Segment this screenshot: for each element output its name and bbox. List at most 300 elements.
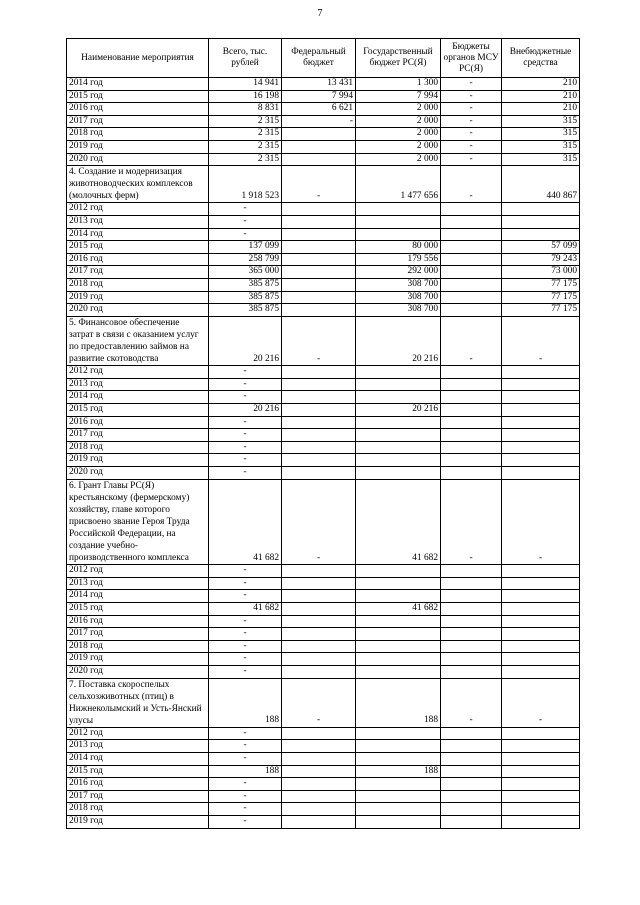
cell-municipal: - — [441, 128, 502, 141]
cell-total: - — [209, 466, 282, 479]
cell-name: 2013 год — [67, 378, 209, 391]
cell-municipal — [441, 765, 502, 778]
cell-total: 8 831 — [209, 103, 282, 116]
cell-state — [356, 391, 441, 404]
cell-state — [356, 454, 441, 467]
cell-state: 2 000 — [356, 128, 441, 141]
cell-total: - — [209, 565, 282, 578]
cell-municipal — [441, 266, 502, 279]
table-row — [67, 140, 580, 153]
cell-extrabudget: 77 175 — [502, 304, 580, 317]
cell-federal — [282, 441, 356, 454]
table-row — [67, 628, 580, 641]
table-row — [67, 378, 580, 391]
cell-federal — [282, 740, 356, 753]
cell-total: 2 315 — [209, 115, 282, 128]
cell-name: 2018 год — [67, 128, 209, 141]
table-row — [67, 727, 580, 740]
cell-state: 308 700 — [356, 291, 441, 304]
cell-total: 137 099 — [209, 241, 282, 254]
cell-extrabudget: 77 175 — [502, 279, 580, 292]
cell-federal: - — [282, 316, 356, 365]
table-row — [67, 665, 580, 678]
cell-municipal — [441, 228, 502, 241]
cell-name: 2018 год — [67, 441, 209, 454]
cell-municipal — [441, 441, 502, 454]
cell-name: 2016 год — [67, 103, 209, 116]
cell-state: 179 556 — [356, 253, 441, 266]
table-row — [67, 90, 580, 103]
table-row — [67, 778, 580, 791]
cell-extrabudget — [502, 216, 580, 229]
cell-extrabudget: - — [502, 316, 580, 365]
cell-municipal — [441, 665, 502, 678]
cell-extrabudget — [502, 441, 580, 454]
table-row — [67, 466, 580, 479]
cell-total: - — [209, 228, 282, 241]
cell-state: 7 994 — [356, 90, 441, 103]
cell-municipal — [441, 454, 502, 467]
cell-federal — [282, 304, 356, 317]
cell-name: 2020 год — [67, 466, 209, 479]
cell-extrabudget: 315 — [502, 128, 580, 141]
cell-name: 2019 год — [67, 140, 209, 153]
table-row — [67, 653, 580, 666]
cell-name: 2017 год — [67, 790, 209, 803]
cell-state: 308 700 — [356, 304, 441, 317]
cell-federal: 13 431 — [282, 78, 356, 91]
cell-municipal — [441, 216, 502, 229]
cell-total: 365 000 — [209, 266, 282, 279]
cell-name: 2018 год — [67, 803, 209, 816]
cell-federal — [282, 466, 356, 479]
cell-name: 2014 год — [67, 228, 209, 241]
section-title-row — [67, 479, 580, 565]
cell-name: 2014 год — [67, 391, 209, 404]
cell-federal — [282, 628, 356, 641]
cell-municipal — [441, 279, 502, 292]
cell-name: 2014 год — [67, 78, 209, 91]
cell-name: 2016 год — [67, 615, 209, 628]
cell-state: 1 300 — [356, 78, 441, 91]
table-row — [67, 429, 580, 442]
cell-municipal: - — [441, 678, 502, 727]
cell-extrabudget — [502, 816, 580, 829]
cell-federal — [282, 790, 356, 803]
cell-state — [356, 466, 441, 479]
cell-municipal — [441, 429, 502, 442]
column-header-total: Всего, тыс. рублей — [209, 39, 282, 78]
cell-municipal: - — [441, 115, 502, 128]
table-row — [67, 740, 580, 753]
cell-municipal — [441, 366, 502, 379]
cell-name: 2015 год — [67, 403, 209, 416]
cell-total: - — [209, 753, 282, 766]
column-header-name: Наименование мероприятия — [67, 39, 209, 78]
cell-state — [356, 640, 441, 653]
cell-federal — [282, 565, 356, 578]
cell-state: 20 216 — [356, 403, 441, 416]
table-row — [67, 816, 580, 829]
cell-federal — [282, 602, 356, 615]
table-row — [67, 304, 580, 317]
cell-name: 5. Финансовое обеспечение затрат в связи с оказанием услуг по предоставлению займов на развитие скотоводства — [67, 316, 209, 365]
cell-name: 4. Создание и модернизация животноводческих комплексов (молочных ферм) — [67, 166, 209, 203]
section-title-row — [67, 166, 580, 203]
cell-name: 2016 год — [67, 778, 209, 791]
cell-state — [356, 727, 441, 740]
cell-municipal — [441, 378, 502, 391]
cell-state: 308 700 — [356, 279, 441, 292]
cell-name: 2014 год — [67, 590, 209, 603]
cell-total: 385 875 — [209, 304, 282, 317]
cell-federal — [282, 291, 356, 304]
cell-municipal — [441, 304, 502, 317]
cell-state — [356, 628, 441, 641]
cell-federal: 6 621 — [282, 103, 356, 116]
cell-total: - — [209, 640, 282, 653]
cell-extrabudget — [502, 228, 580, 241]
cell-municipal — [441, 753, 502, 766]
cell-total: 20 216 — [209, 316, 282, 365]
cell-name: 2012 год — [67, 203, 209, 216]
cell-name: 7. Поставка скороспелых сельхозживотных (птиц) в Нижнеколымский и Усть-Янский улусы — [67, 678, 209, 727]
cell-total: - — [209, 590, 282, 603]
cell-state: 188 — [356, 765, 441, 778]
cell-name: 2018 год — [67, 279, 209, 292]
cell-federal — [282, 615, 356, 628]
cell-total: - — [209, 727, 282, 740]
column-header-federal: Федеральный бюджет — [282, 39, 356, 78]
section-title-row — [67, 316, 580, 365]
cell-municipal — [441, 727, 502, 740]
table-row — [67, 241, 580, 254]
cell-name: 2020 год — [67, 665, 209, 678]
cell-extrabudget — [502, 366, 580, 379]
cell-municipal — [441, 565, 502, 578]
table-row — [67, 441, 580, 454]
cell-municipal: - — [441, 140, 502, 153]
cell-federal — [282, 253, 356, 266]
cell-extrabudget — [502, 602, 580, 615]
cell-municipal — [441, 790, 502, 803]
page-number: 7 — [317, 8, 323, 19]
cell-name: 2017 год — [67, 429, 209, 442]
cell-municipal — [441, 403, 502, 416]
table-body — [67, 78, 580, 829]
table-row — [67, 203, 580, 216]
cell-federal: - — [282, 479, 356, 565]
cell-name: 2015 год — [67, 241, 209, 254]
cell-extrabudget — [502, 466, 580, 479]
cell-state — [356, 565, 441, 578]
cell-federal — [282, 128, 356, 141]
cell-state — [356, 416, 441, 429]
cell-state — [356, 366, 441, 379]
cell-extrabudget: 315 — [502, 153, 580, 166]
cell-name: 2013 год — [67, 216, 209, 229]
cell-state — [356, 228, 441, 241]
cell-state — [356, 615, 441, 628]
cell-extrabudget: 210 — [502, 90, 580, 103]
table-row — [67, 454, 580, 467]
table-row — [67, 366, 580, 379]
cell-state — [356, 778, 441, 791]
cell-extrabudget: - — [502, 678, 580, 727]
cell-federal: 7 994 — [282, 90, 356, 103]
cell-total: 188 — [209, 678, 282, 727]
cell-municipal: - — [441, 479, 502, 565]
cell-state: 2 000 — [356, 153, 441, 166]
table-row — [67, 291, 580, 304]
table-row — [67, 640, 580, 653]
cell-name: 2015 год — [67, 602, 209, 615]
table-row — [67, 153, 580, 166]
cell-federal: - — [282, 115, 356, 128]
cell-municipal — [441, 590, 502, 603]
cell-federal — [282, 416, 356, 429]
cell-name: 2015 год — [67, 765, 209, 778]
cell-extrabudget — [502, 615, 580, 628]
cell-federal — [282, 765, 356, 778]
cell-federal — [282, 590, 356, 603]
cell-extrabudget — [502, 803, 580, 816]
table-header-row — [67, 39, 580, 78]
cell-total: - — [209, 615, 282, 628]
table-row — [67, 615, 580, 628]
cell-municipal: - — [441, 166, 502, 203]
cell-total: - — [209, 378, 282, 391]
cell-federal — [282, 753, 356, 766]
cell-name: 2016 год — [67, 253, 209, 266]
cell-total: - — [209, 740, 282, 753]
cell-federal — [282, 216, 356, 229]
section-title-row — [67, 678, 580, 727]
cell-extrabudget — [502, 454, 580, 467]
cell-total: 20 216 — [209, 403, 282, 416]
cell-extrabudget — [502, 765, 580, 778]
cell-state — [356, 753, 441, 766]
cell-total: - — [209, 665, 282, 678]
cell-total: - — [209, 366, 282, 379]
cell-total: 41 682 — [209, 479, 282, 565]
cell-state — [356, 429, 441, 442]
cell-extrabudget — [502, 740, 580, 753]
cell-federal — [282, 778, 356, 791]
cell-municipal: - — [441, 78, 502, 91]
cell-extrabudget: 315 — [502, 140, 580, 153]
cell-extrabudget — [502, 416, 580, 429]
table-row — [67, 128, 580, 141]
table-row — [67, 803, 580, 816]
cell-federal — [282, 153, 356, 166]
cell-total: 16 198 — [209, 90, 282, 103]
cell-municipal — [441, 391, 502, 404]
cell-municipal: - — [441, 90, 502, 103]
budget-table — [66, 38, 580, 829]
cell-total: 385 875 — [209, 291, 282, 304]
table-row — [67, 266, 580, 279]
cell-state: 41 682 — [356, 479, 441, 565]
cell-extrabudget — [502, 203, 580, 216]
cell-federal — [282, 378, 356, 391]
cell-extrabudget: 73 000 — [502, 266, 580, 279]
cell-extrabudget: 210 — [502, 78, 580, 91]
table-row — [67, 228, 580, 241]
cell-name: 2012 год — [67, 565, 209, 578]
cell-extrabudget: 77 175 — [502, 291, 580, 304]
cell-state — [356, 590, 441, 603]
cell-municipal — [441, 577, 502, 590]
cell-federal — [282, 403, 356, 416]
cell-federal — [282, 816, 356, 829]
table-row — [67, 602, 580, 615]
cell-extrabudget — [502, 403, 580, 416]
cell-state — [356, 790, 441, 803]
cell-municipal — [441, 253, 502, 266]
cell-state — [356, 378, 441, 391]
cell-name: 2017 год — [67, 628, 209, 641]
cell-extrabudget: - — [502, 479, 580, 565]
cell-name: 2013 год — [67, 740, 209, 753]
table-row — [67, 765, 580, 778]
table-row — [67, 790, 580, 803]
cell-extrabudget — [502, 653, 580, 666]
cell-extrabudget — [502, 378, 580, 391]
cell-extrabudget: 440 867 — [502, 166, 580, 203]
cell-name: 2019 год — [67, 816, 209, 829]
cell-total: 41 682 — [209, 602, 282, 615]
table-row — [67, 590, 580, 603]
table-row — [67, 753, 580, 766]
cell-federal — [282, 454, 356, 467]
cell-federal — [282, 640, 356, 653]
cell-total: 14 941 — [209, 78, 282, 91]
table-row — [67, 78, 580, 91]
cell-federal — [282, 665, 356, 678]
cell-state — [356, 740, 441, 753]
cell-total: 385 875 — [209, 279, 282, 292]
cell-total: - — [209, 628, 282, 641]
cell-municipal: - — [441, 316, 502, 365]
cell-name: 2019 год — [67, 291, 209, 304]
cell-municipal — [441, 778, 502, 791]
cell-extrabudget — [502, 665, 580, 678]
table-row — [67, 103, 580, 116]
table-row — [67, 115, 580, 128]
cell-name: 2015 год — [67, 90, 209, 103]
cell-name: 2017 год — [67, 115, 209, 128]
cell-state — [356, 803, 441, 816]
cell-municipal — [441, 416, 502, 429]
cell-municipal — [441, 615, 502, 628]
cell-municipal — [441, 653, 502, 666]
cell-federal: - — [282, 166, 356, 203]
cell-municipal — [441, 241, 502, 254]
cell-state: 292 000 — [356, 266, 441, 279]
cell-state: 20 216 — [356, 316, 441, 365]
column-header-state: Государственный бюджет РС(Я) — [356, 39, 441, 78]
cell-state — [356, 577, 441, 590]
cell-municipal — [441, 291, 502, 304]
cell-name: 2016 год — [67, 416, 209, 429]
cell-total: 2 315 — [209, 153, 282, 166]
cell-municipal — [441, 803, 502, 816]
cell-state — [356, 653, 441, 666]
cell-total: - — [209, 790, 282, 803]
cell-name: 2017 год — [67, 266, 209, 279]
table-row — [67, 565, 580, 578]
table-row — [67, 391, 580, 404]
cell-municipal — [441, 203, 502, 216]
cell-total: - — [209, 441, 282, 454]
cell-federal — [282, 203, 356, 216]
cell-state: 41 682 — [356, 602, 441, 615]
cell-federal — [282, 727, 356, 740]
cell-extrabudget — [502, 590, 580, 603]
cell-total: 2 315 — [209, 140, 282, 153]
cell-extrabudget — [502, 727, 580, 740]
cell-federal — [282, 577, 356, 590]
cell-extrabudget: 57 099 — [502, 241, 580, 254]
cell-name: 2020 год — [67, 304, 209, 317]
cell-federal — [282, 241, 356, 254]
cell-extrabudget: 315 — [502, 115, 580, 128]
cell-total: - — [209, 429, 282, 442]
cell-total: - — [209, 416, 282, 429]
table-row — [67, 577, 580, 590]
table-row — [67, 279, 580, 292]
cell-extrabudget — [502, 790, 580, 803]
cell-name: 2019 год — [67, 653, 209, 666]
cell-federal — [282, 266, 356, 279]
cell-municipal — [441, 602, 502, 615]
cell-total: - — [209, 216, 282, 229]
cell-extrabudget — [502, 640, 580, 653]
cell-total: - — [209, 653, 282, 666]
cell-total: - — [209, 391, 282, 404]
cell-extrabudget: 79 243 — [502, 253, 580, 266]
cell-total: 1 918 523 — [209, 166, 282, 203]
cell-name: 2012 год — [67, 366, 209, 379]
cell-municipal: - — [441, 103, 502, 116]
cell-total: - — [209, 454, 282, 467]
cell-total: 258 799 — [209, 253, 282, 266]
cell-state — [356, 816, 441, 829]
cell-federal — [282, 429, 356, 442]
cell-extrabudget — [502, 391, 580, 404]
cell-state: 2 000 — [356, 140, 441, 153]
cell-federal — [282, 803, 356, 816]
cell-federal: - — [282, 678, 356, 727]
cell-extrabudget — [502, 753, 580, 766]
cell-federal — [282, 391, 356, 404]
cell-municipal — [441, 816, 502, 829]
cell-municipal — [441, 640, 502, 653]
cell-state: 2 000 — [356, 103, 441, 116]
cell-extrabudget — [502, 429, 580, 442]
cell-name: 2013 год — [67, 577, 209, 590]
cell-name: 2018 год — [67, 640, 209, 653]
cell-municipal — [441, 628, 502, 641]
cell-state: 2 000 — [356, 115, 441, 128]
cell-total: - — [209, 203, 282, 216]
cell-total: - — [209, 803, 282, 816]
table-row — [67, 416, 580, 429]
table-row — [67, 253, 580, 266]
column-header-municipal: Бюджеты органов МСУ РС(Я) — [441, 39, 502, 78]
cell-total: - — [209, 816, 282, 829]
